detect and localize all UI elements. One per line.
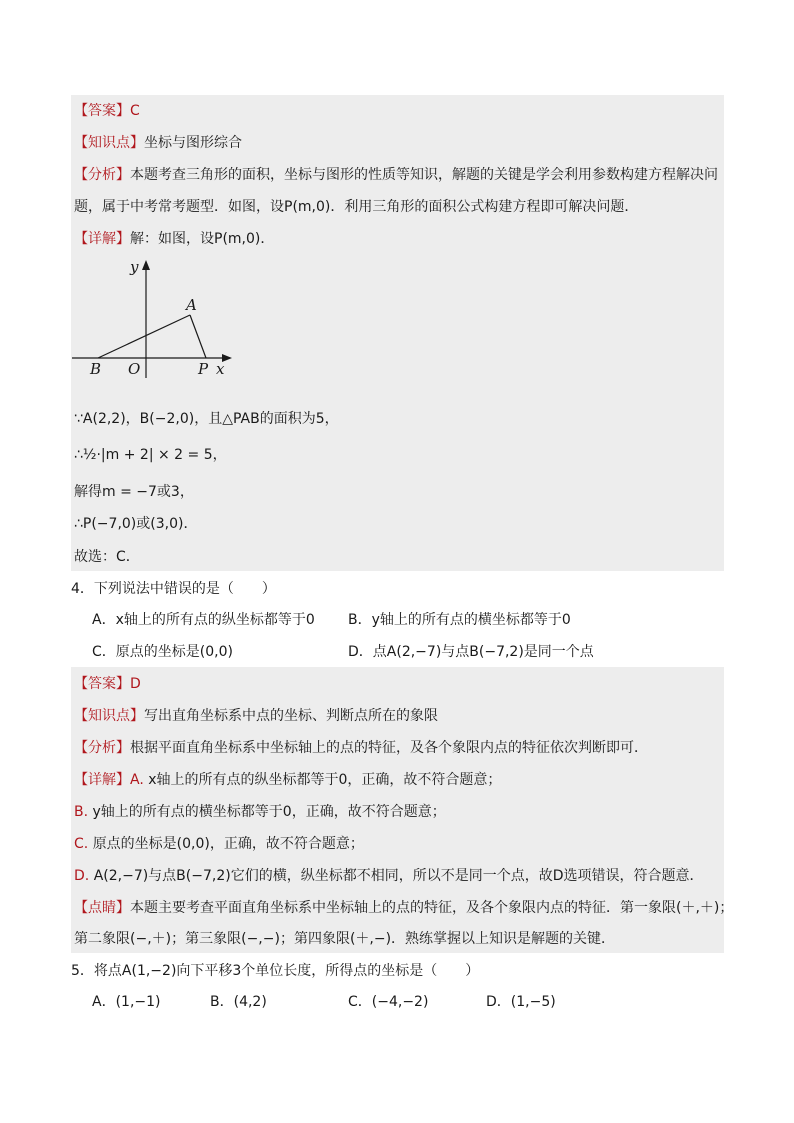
analysis-text: 本题考查三角形的面积，坐标与图形的性质等知识，解题的关键是学会利用参数构建方程解决问 bbox=[130, 167, 718, 183]
q5-option-a: A．(1,−1) bbox=[92, 994, 161, 1010]
answer-value: C bbox=[130, 103, 140, 119]
q4-option-d: D．点A(2,−7)与点B(−7,2)是同一个点 bbox=[348, 644, 594, 660]
coordinate-figure bbox=[60, 252, 250, 392]
y-axis-arrow bbox=[142, 260, 150, 270]
q4-option-c: C．原点的坐标是(0,0) bbox=[92, 644, 233, 660]
kp-text: 写出直角坐标系中点的坐标、判断点所在的象限 bbox=[144, 708, 438, 724]
detail-c-tag: C. bbox=[74, 836, 89, 852]
analysis-text: 根据平面直角坐标系中坐标轴上的点的特征，及各个象限内点的特征依次判断即可． bbox=[130, 740, 648, 756]
q4-option-b: B．y轴上的所有点的横坐标都等于0 bbox=[348, 612, 571, 628]
q3-step1: ∵A(2,2)，B(−2,0)，且△PAB的面积为5， bbox=[74, 411, 339, 427]
label-x: x bbox=[216, 360, 225, 378]
segment-BA bbox=[98, 315, 190, 358]
detail-a-tag: A. bbox=[130, 772, 144, 788]
detail-b-tag: B. bbox=[74, 804, 89, 820]
label-A: A bbox=[186, 296, 197, 314]
q4-analysis bbox=[74, 738, 648, 758]
q4-detail-d bbox=[74, 866, 704, 886]
q3-analysis-line2: 题，属于中考常考题型．如图，设P(m,0)．利用三角形的面积公式构建方程即可解决问题． bbox=[74, 199, 639, 215]
q4-knowledge-point bbox=[74, 706, 438, 726]
kp-tag: 【知识点】 bbox=[74, 135, 144, 151]
q4-detail-b bbox=[74, 802, 446, 822]
detail-a-text: x轴上的所有点的纵坐标都等于0，正确，故不符合题意； bbox=[148, 772, 502, 788]
answer-value: D bbox=[130, 676, 141, 692]
tip-text: 本题主要考查平面直角坐标系中坐标轴上的点的特征，及各个象限内点的特征．第一象限(＋,＋)； bbox=[130, 900, 734, 916]
q5-option-d: D．(1,−5) bbox=[486, 994, 556, 1010]
analysis-tag: 【分析】 bbox=[74, 740, 130, 756]
q3-detail bbox=[74, 229, 274, 249]
segment-AP bbox=[190, 315, 206, 358]
detail-tag: 【详解】 bbox=[74, 772, 130, 788]
q3-step3: 解得m = −7或3， bbox=[74, 484, 194, 500]
q3-knowledge-point bbox=[74, 133, 242, 153]
q5-option-c: C．(−4,−2) bbox=[348, 994, 429, 1010]
detail-d-text: A(2,−7)与点B(−7,2)它们的横，纵坐标都不相同，所以不是同一个点，故D选项错误，符合题意． bbox=[93, 868, 704, 884]
q4-detail-c bbox=[74, 834, 364, 854]
label-y: y bbox=[130, 258, 139, 276]
label-O: O bbox=[128, 360, 141, 378]
kp-tag: 【知识点】 bbox=[74, 708, 144, 724]
q4-answer bbox=[74, 674, 141, 694]
answer-tag: 【答案】 bbox=[74, 103, 130, 119]
q4-stem: 4．下列说法中错误的是（ ） bbox=[71, 581, 276, 597]
q3-step2: ∴½·|m + 2| × 2 = 5， bbox=[74, 447, 227, 463]
q5-option-b: B．(4,2) bbox=[210, 994, 267, 1010]
q4-detail-a bbox=[74, 770, 501, 790]
detail-text: 解：如图，设P(m,0)． bbox=[130, 231, 275, 247]
detail-tag: 【详解】 bbox=[74, 231, 130, 247]
kp-text: 坐标与图形综合 bbox=[144, 135, 242, 151]
q3-step4: ∴P(−7,0)或(3,0)． bbox=[74, 516, 198, 532]
detail-b-text: y轴上的所有点的横坐标都等于0，正确，故不符合题意； bbox=[92, 804, 446, 820]
answer-tag: 【答案】 bbox=[74, 676, 130, 692]
detail-d-tag: D. bbox=[74, 868, 90, 884]
label-B: B bbox=[90, 360, 102, 378]
q3-analysis-line1 bbox=[74, 165, 718, 185]
label-P: P bbox=[198, 360, 209, 378]
q3-step5: 故选：C． bbox=[74, 549, 140, 565]
analysis-tag: 【分析】 bbox=[74, 167, 130, 183]
q5-stem: 5．将点A(1,−2)向下平移3个单位长度，所得点的坐标是（ ） bbox=[71, 963, 480, 979]
detail-c-text: 原点的坐标是(0,0)，正确，故不符合题意； bbox=[92, 836, 364, 852]
q3-answer bbox=[74, 101, 140, 121]
q4-tip-line2: 第二象限(−,＋)；第三象限(−,−)；第四象限(＋,−)．熟练掌握以上知识是解题的关键． bbox=[74, 931, 616, 947]
q4-tip-line1 bbox=[74, 898, 733, 918]
tip-tag: 【点睛】 bbox=[74, 900, 130, 916]
q4-option-a: A．x轴上的所有点的纵坐标都等于0 bbox=[92, 612, 315, 628]
